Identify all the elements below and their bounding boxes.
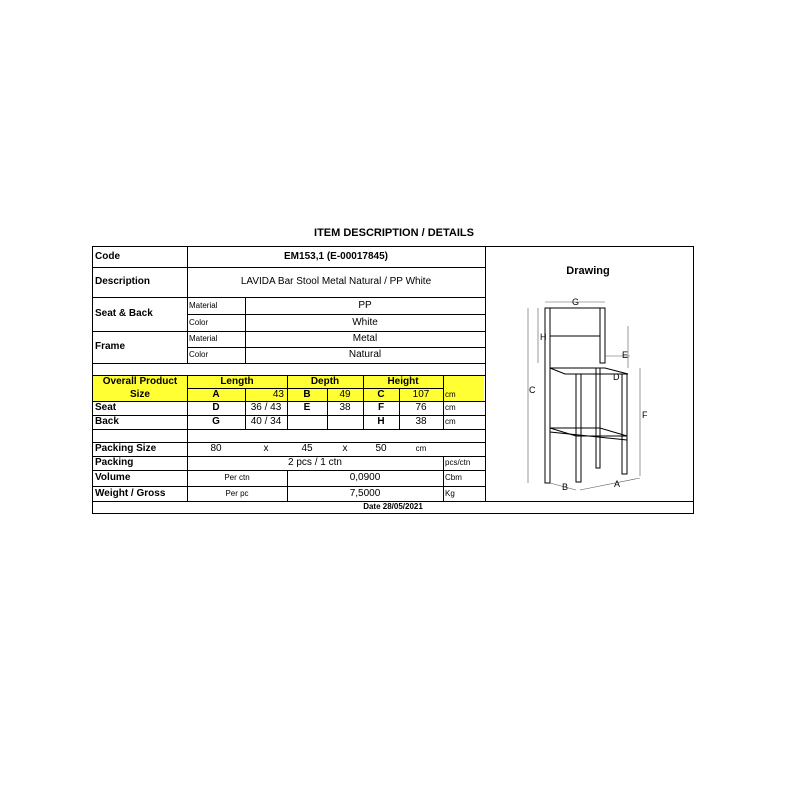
grid-line (363, 375, 364, 429)
back-h-value: 38 (415, 416, 427, 427)
grid-line (93, 486, 485, 487)
grid-line (93, 456, 485, 457)
description-label: Description (95, 276, 151, 287)
rear-leg-right (596, 368, 600, 468)
seat-letter-f: F (377, 402, 385, 413)
packing-size-unit: cm (415, 444, 427, 453)
code-label: Code (95, 251, 120, 262)
packing-value: 2 pcs / 1 ctn (288, 457, 342, 468)
packing-size-label: Packing Size (95, 443, 157, 454)
grid-line (93, 297, 485, 298)
height-header: Height (387, 375, 419, 387)
volume-label: Volume (95, 472, 131, 483)
grid-line (93, 415, 485, 416)
back-label: Back (95, 416, 119, 427)
seat-label: Seat (95, 402, 117, 413)
depth-header: Depth (310, 375, 340, 387)
length-header: Length (220, 375, 254, 387)
description-value: LAVIDA Bar Stool Metal Natural / PP White (240, 276, 432, 287)
dim-label-g: G (572, 298, 580, 307)
dim-label-a: A (614, 479, 621, 489)
back-g-value: 40 / 34 (250, 416, 282, 427)
packing-size-height: 50 (375, 443, 387, 454)
seat-back-material-value: PP (358, 299, 372, 311)
dim-label-f: F (642, 410, 648, 420)
overall-size-label-line1: Overall Product (102, 375, 178, 387)
packing-size-length: 80 (210, 443, 222, 454)
grid-line (93, 501, 693, 502)
packing-unit: pcs/ctn (445, 458, 471, 467)
grid-line (443, 456, 444, 501)
dim-label-h: H (540, 332, 547, 342)
packing-label: Packing (95, 457, 134, 468)
front-leg-right (622, 374, 627, 474)
dim-label-c: C (529, 385, 536, 395)
grid-line (187, 347, 485, 348)
page-title: ITEM DESCRIPTION / DETAILS (314, 227, 474, 239)
grid-line (93, 429, 485, 430)
drawing-title: Drawing (566, 265, 610, 277)
overall-size-label-line2: Size (129, 388, 150, 400)
code-value: EM153,1 (E-00017845) (284, 251, 388, 262)
stool-frame (545, 308, 628, 483)
seat-f-value: 76 (415, 402, 427, 413)
dim-line-a (580, 478, 640, 490)
grid-line (93, 375, 485, 376)
bar-stool-drawing (510, 298, 670, 498)
grid-line (93, 267, 485, 268)
back-post-right (600, 308, 605, 363)
footrest (550, 428, 627, 436)
packing-size-x2: x (342, 443, 348, 454)
grid-line (93, 470, 485, 471)
grid-line (93, 363, 485, 364)
weight-value: 7,5000 (349, 487, 381, 499)
seat-back-color-label: Color (189, 317, 209, 327)
overall-height-letter: C (377, 388, 385, 400)
dim-label-b: B (562, 482, 569, 492)
weight-unit: Kg (445, 488, 455, 498)
grid-line (187, 247, 188, 363)
seat-letter-e: E (303, 402, 311, 413)
weight-label: Weight / Gross (95, 487, 166, 499)
volume-unit: Cbm (445, 473, 462, 482)
seat-d-value: 36 / 43 (250, 402, 282, 413)
seat-unit: cm (445, 403, 456, 412)
grid-line (187, 388, 443, 389)
grid-line (93, 442, 485, 443)
volume-value: 0,0900 (349, 472, 381, 483)
dim-label-e: E (622, 350, 629, 360)
grid-line (93, 331, 485, 332)
dim-label-d: D (613, 372, 620, 382)
grid-line (187, 375, 188, 501)
frame-color-label: Color (189, 350, 209, 359)
frame-material-label: Material (189, 334, 218, 343)
grid-line (399, 388, 400, 429)
grid-line (93, 401, 485, 402)
frame-material-value: Metal (352, 333, 378, 344)
back-unit: cm (445, 417, 456, 426)
grid-line (443, 375, 444, 429)
grid-line (287, 470, 288, 501)
grid-line (485, 247, 486, 501)
packing-size-x1: x (263, 443, 269, 454)
frame-color-value: Natural (348, 349, 382, 360)
grid-line (187, 314, 485, 315)
overall-length-value: 43 (272, 388, 284, 400)
overall-unit: cm (445, 389, 456, 399)
grid-line (327, 388, 328, 429)
seat-back-label: Seat & Back (95, 308, 153, 319)
weight-per: Per pc (225, 488, 249, 498)
frame-label: Frame (95, 341, 126, 352)
packing-size-width: 45 (301, 443, 313, 454)
seat-letter-d: D (212, 402, 220, 413)
seat-e-value: 38 (339, 402, 351, 413)
grid-line (287, 375, 288, 429)
seat-back-color-value: White (352, 316, 378, 328)
volume-per: Per ctn (224, 473, 250, 482)
grid-line (245, 388, 246, 429)
back-letter-h: H (377, 416, 385, 427)
grid-line (245, 297, 246, 363)
overall-depth-letter: B (303, 388, 311, 400)
overall-length-letter: A (212, 388, 220, 400)
overall-depth-value: 49 (339, 388, 351, 400)
date-label: Date 28/05/2021 (363, 502, 423, 511)
backrest (550, 308, 600, 336)
back-letter-g: G (212, 416, 220, 427)
seat-back-material-label: Material (189, 300, 218, 310)
overall-height-value: 107 (412, 388, 430, 400)
